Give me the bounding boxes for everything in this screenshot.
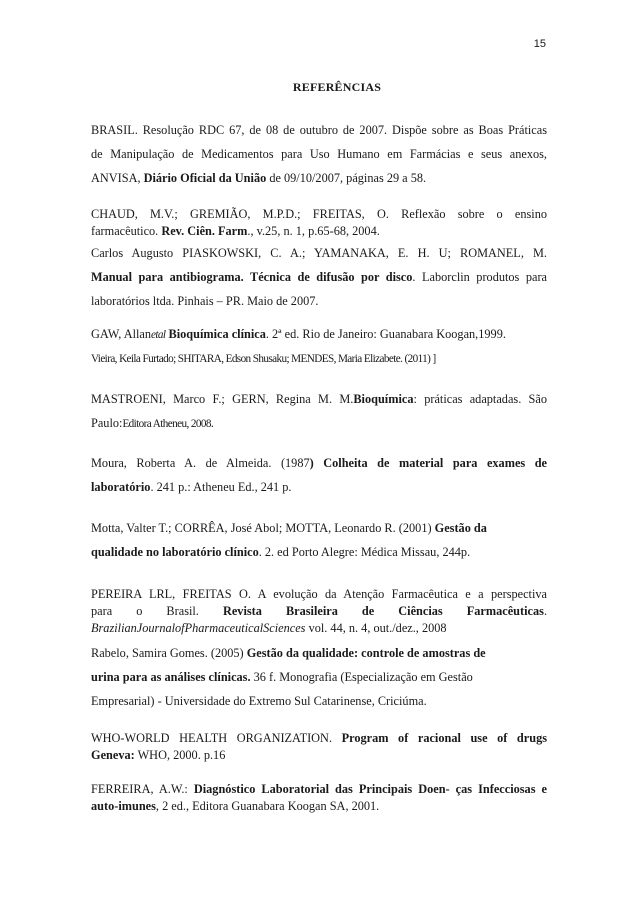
- reference-ferreira: [91, 781, 547, 815]
- ref-line: Paulo:Editora Atheneu, 2008.: [91, 416, 214, 430]
- ref-line: ANVISA, Diário Oficial da União de 09/10/2007, páginas 29 a 58.: [91, 171, 427, 185]
- reference-rabelo: [91, 641, 547, 713]
- ref-line: de Manipulação de Medicamentos para Uso Humano em Farmácias e seus anexos,: [91, 147, 547, 161]
- ref-line: laboratórios ltda. Pinhais – PR. Maio de 2007.: [91, 294, 319, 308]
- page-number: 15: [533, 38, 546, 50]
- ref-line: Vieira, Keila Furtado; SHITARA, Edson Shusaku; MENDES, Maria Elizabete. (2011) ]: [91, 353, 436, 365]
- ref-line: Geneva: WHO, 2000. p.16: [91, 748, 226, 762]
- ref-line: qualidade no laboratório clínico. 2. ed Porto Alegre: Médica Missau, 244p.: [91, 545, 471, 559]
- ref-line: GAW, Allanetal Bioquímica clínica. 2ª ed. Rio de Janeiro: Guanabara Koogan,1999.: [91, 327, 506, 341]
- reference-who: [91, 730, 547, 764]
- ref-line: PEREIRA LRL, FREITAS O. A evolução da Atenção Farmacêutica e a perspectiva: [91, 587, 547, 601]
- reference-chaud: [91, 206, 547, 240]
- ref-line: BRASIL. Resolução RDC 67, de 08 de outubro de 2007. Dispõe sobre as Boas Práticas: [91, 123, 547, 137]
- ref-line: para o Brasil. Revista Brasileira de Ciências Farmacêuticas.: [91, 604, 548, 618]
- ref-line: BrazilianJournalofPharmaceuticalSciences vol. 44, n. 4, out./dez., 2008: [91, 621, 447, 635]
- ref-line: farmacêutico. Rev. Ciên. Farm., v.25, n. 1, p.65-68, 2004.: [91, 224, 380, 238]
- reference-mastroeni: [91, 387, 547, 436]
- ref-line: Manual para antibiograma. Técnica de difusão por disco. Laborclin produtos para: [91, 270, 547, 284]
- ref-line: FERREIRA, A.W.: Diagnóstico Laboratorial das Principais Doen- ças Infecciosas e: [91, 782, 547, 796]
- ref-line: Motta, Valter T.; CORRÊA, José Abol; MOTTA, Leonardo R. (2001) Gestão da: [91, 521, 487, 535]
- reference-brasil: [91, 118, 547, 190]
- reference-pereira: [91, 586, 547, 637]
- reference-moura: [91, 451, 547, 499]
- ref-line: Empresarial) - Universidade do Extremo Sul Catarinense, Criciúma.: [91, 694, 427, 708]
- reference-gaw: [91, 322, 547, 371]
- ref-line: Rabelo, Samira Gomes. (2005) Gestão da qualidade: controle de amostras de: [91, 646, 486, 660]
- ref-line: MASTROENI, Marco F.; GERN, Regina M. M.Bioquímica: práticas adaptadas. São: [91, 392, 548, 406]
- ref-line: auto-imunes, 2 ed., Editora Guanabara Koogan SA, 2001.: [91, 799, 380, 813]
- ref-line: laboratório. 241 p.: Atheneu Ed., 241 p.: [91, 480, 292, 494]
- ref-line: WHO-WORLD HEALTH ORGANIZATION. Program of racional use of drugs: [91, 731, 548, 745]
- ref-line: Moura, Roberta A. de Almeida. (1987) Colheita de material para exames de: [91, 456, 547, 470]
- reference-motta: [91, 516, 547, 564]
- ref-line: Carlos Augusto PIASKOWSKI, C. A.; YAMANAKA, E. H. U; ROMANEL, M.: [91, 246, 547, 260]
- page-title: REFERÊNCIAS: [292, 80, 382, 94]
- ref-line: CHAUD, M.V.; GREMIÃO, M.P.D.; FREITAS, O. Reflexão sobre o ensino: [91, 207, 547, 221]
- ref-line: urina para as análises clínicas. 36 f. Monografia (Especialização em Gestão: [91, 670, 473, 684]
- reference-piaskowski: [91, 241, 547, 313]
